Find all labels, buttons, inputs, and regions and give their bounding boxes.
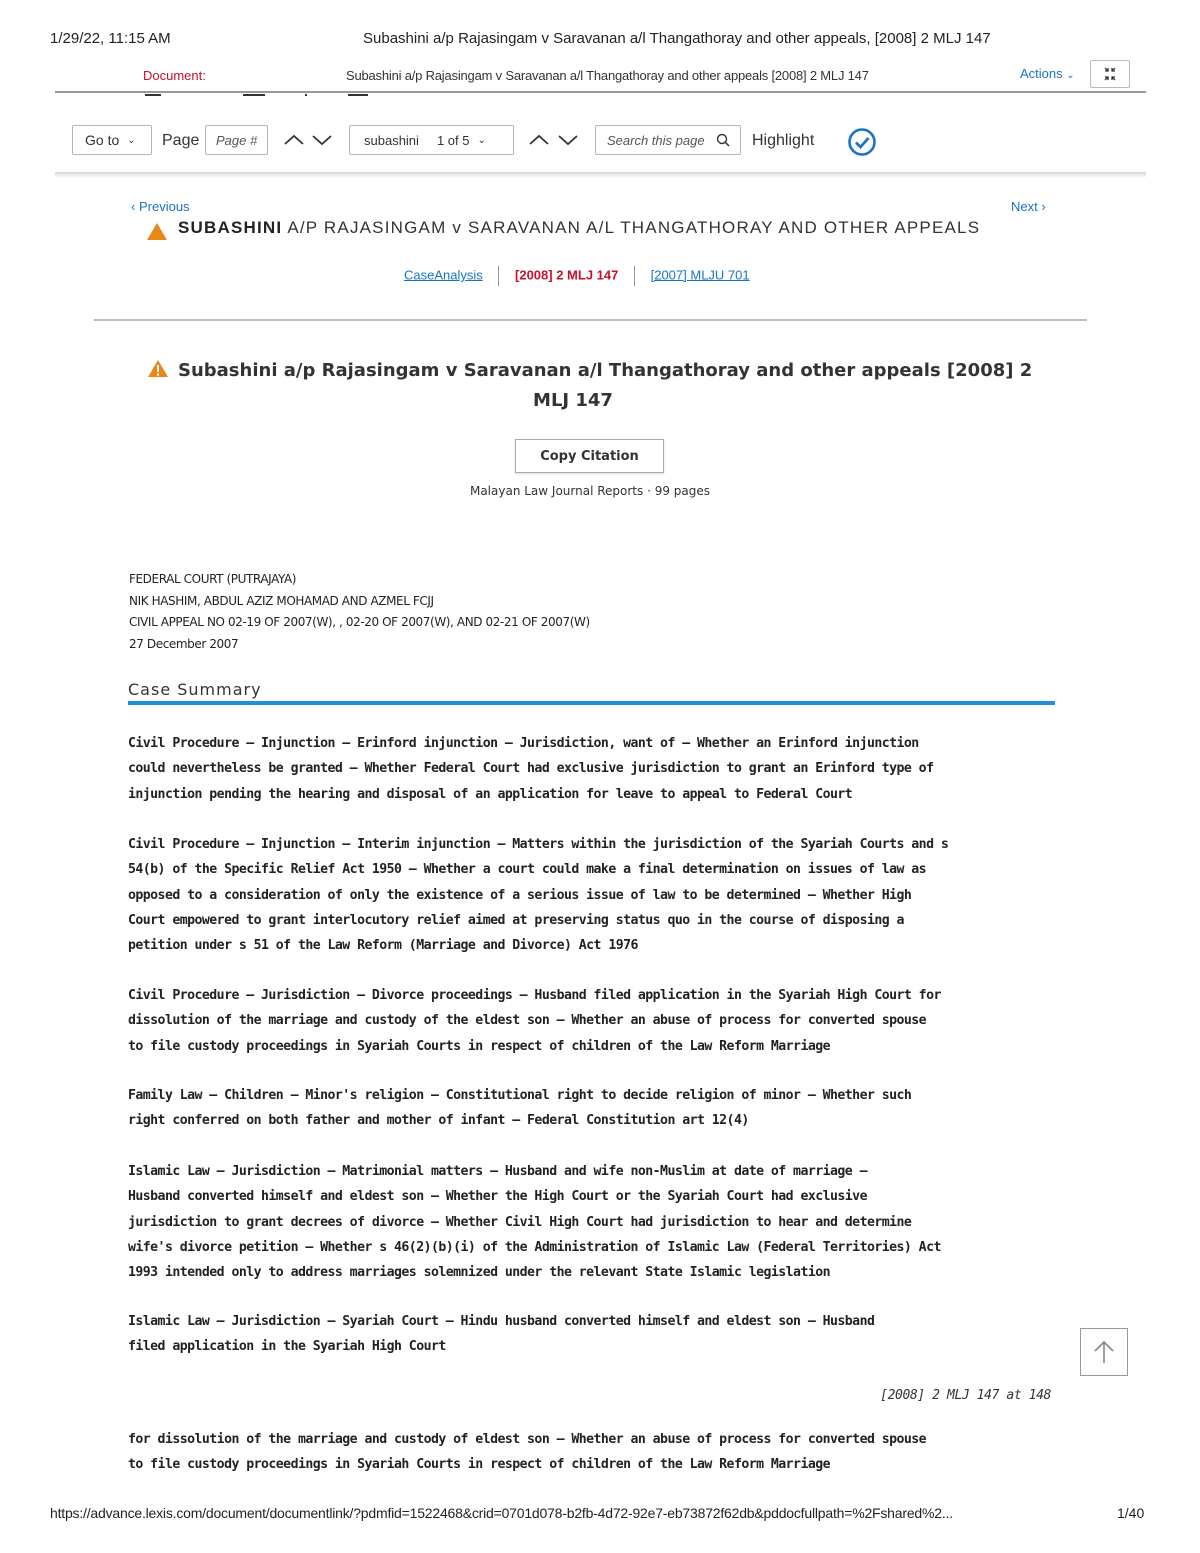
- current-citation: [2008] 2 MLJ 147: [515, 267, 619, 283]
- decision-date: 27 December 2007: [129, 637, 239, 651]
- summary-line: wife's divorce petition — Whether s 46(2)(b)(i) of the Administration of Islamic Law (Federal Territories) Act: [128, 1239, 941, 1255]
- summary-line: jurisdiction to grant decrees of divorce — Whether Civil High Court had jurisdiction to hear and determine: [128, 1214, 912, 1230]
- document-title-line1: Subashini a/p Rajasingam v Saravanan a/l Thangathoray and other appeals [2008] 2: [178, 360, 1033, 381]
- next-link[interactable]: [1011, 199, 1046, 214]
- summary-line: petition under s 51 of the Law Reform (Marriage and Divorce) Act 1976: [128, 938, 638, 954]
- summary-line: Civil Procedure — Injunction — Interim injunction — Matters within the jurisdiction of the Syariah Courts and s: [128, 837, 949, 852]
- search-term-value: subashini: [364, 132, 419, 148]
- summary-paragraph: [128, 983, 1058, 1059]
- page-reference: [2008] 2 MLJ 147 at 148: [880, 1388, 1051, 1403]
- summary-line: Islamic Law — Jurisdiction — Matrimonial matters — Husband and wife non-Muslim at date of marriage —: [128, 1164, 867, 1179]
- highlight-toggle[interactable]: [847, 127, 877, 162]
- summary-line: right conferred on both father and mother of infant — Federal Constitution art 12(4): [128, 1113, 749, 1129]
- collapse-button[interactable]: [1090, 60, 1130, 88]
- chevron-up-icon: [285, 136, 303, 144]
- case-summary-rule: [128, 701, 1055, 705]
- court-name: FEDERAL COURT (PUTRAJAYA): [129, 572, 297, 586]
- document-title: [178, 356, 1048, 416]
- mlju-citation-link[interactable]: [2007] MLJU 701: [650, 267, 750, 283]
- summary-line: Family Law — Children — Minor's religion — Constitutional right to decide religion of minor — Whether such: [128, 1088, 912, 1103]
- summary-line: Civil Procedure — Injunction — Erinford injunction — Jurisdiction, want of — Whether an Erinford injunction: [128, 736, 919, 751]
- page-number-placeholder: Page #: [216, 132, 258, 148]
- summary-line: could nevertheless be granted — Whether Federal Court had exclusive jurisdiction to grant an Erinford type of: [128, 761, 934, 777]
- document-label: Document:: [143, 68, 206, 83]
- chevron-left-icon: ‹: [131, 199, 136, 214]
- summary-line: Civil Procedure — Jurisdiction — Divorce proceedings — Husband filed application in the Syariah High Court for: [128, 988, 941, 1003]
- summary-line: to file custody proceedings in Syariah Courts in respect of children of the Law Reform Marriage: [128, 1457, 831, 1473]
- summary-paragraph: [128, 1083, 1058, 1134]
- search-page-input[interactable]: [595, 125, 741, 155]
- chevron-down-icon: ⌄: [477, 134, 486, 146]
- summary-line: 54(b) of the Specific Relief Act 1950 — Whether a court could make a final determination on issues of law as: [128, 862, 927, 878]
- document-name: Subashini a/p Rajasingam v Saravanan a/l Thangathoray and other appeals [2008] 2 MLJ 147: [346, 68, 869, 83]
- citation-links: [404, 266, 750, 286]
- continuation-paragraph: [128, 1427, 1058, 1478]
- warning-icon: [146, 222, 168, 246]
- case-heading-rest: A/P RAJASINGAM v SARAVANAN A/L THANGATHORAY AND OTHER APPEALS: [287, 218, 981, 237]
- previous-link[interactable]: [131, 199, 190, 214]
- summary-line: Islamic Law — Jurisdiction — Syariah Court — Hindu husband converted himself and eldest son — Husband: [128, 1314, 875, 1329]
- term-nav-arrows: [528, 132, 584, 153]
- check-circle-icon: [847, 127, 877, 157]
- summary-line: Husband converted himself and eldest son — Whether the High Court or the Syariah Court had exclusive: [128, 1189, 867, 1205]
- chevron-right-icon: ›: [1041, 199, 1046, 214]
- chevron-down-icon: [313, 136, 331, 144]
- actions-label: Actions: [1020, 66, 1063, 81]
- search-term-dropdown[interactable]: [349, 125, 514, 155]
- next-label: Next: [1011, 199, 1038, 214]
- judges: NIK HASHIM, ABDUL AZIZ MOHAMAD AND AZMEL FCJJ: [129, 594, 434, 608]
- previous-label: Previous: [138, 199, 190, 214]
- chevron-up-icon: [530, 136, 548, 144]
- summary-paragraph: [128, 1309, 1058, 1360]
- summary-line: dissolution of the marriage and custody of the eldest son — Whether an abuse of process for converted spouse: [128, 1013, 927, 1029]
- summary-paragraph: [128, 1159, 1058, 1285]
- case-heading: [178, 218, 980, 238]
- copy-citation-button[interactable]: Copy Citation: [515, 439, 664, 473]
- warning-icon: [147, 359, 169, 383]
- search-icon: [716, 133, 730, 147]
- summary-paragraph: [128, 731, 1058, 807]
- case-heading-bold: SUBASHINI: [178, 218, 283, 237]
- case-summary-heading: Case Summary: [128, 680, 262, 699]
- link-separator: [634, 266, 635, 286]
- footer-page-number: 1/40: [1117, 1505, 1145, 1521]
- link-separator: [498, 266, 499, 286]
- summary-line: Court empowered to grant interlocutory relief aimed at preserving status quo in the course of disposing a: [128, 912, 904, 928]
- page-label: Page: [162, 132, 200, 149]
- appeal-number: CIVIL APPEAL NO 02-19 OF 2007(W), , 02-20 OF 2007(W), AND 02-21 OF 2007(W): [129, 615, 590, 629]
- summary-line: filed application in the Syariah High Court: [128, 1339, 446, 1355]
- arrow-up-icon: [1092, 1339, 1116, 1365]
- summary-line: for dissolution of the marriage and custody of eldest son — Whether an abuse of process for converted spouse: [128, 1432, 927, 1447]
- section-divider: [94, 319, 1087, 321]
- summary-paragraph: [128, 832, 1058, 958]
- collapse-icon: [1102, 67, 1118, 81]
- page-nav-arrows: [283, 132, 339, 153]
- summary-line: injunction pending the hearing and disposal of an application for leave to appeal to Federal Court: [128, 786, 853, 802]
- summary-line: to file custody proceedings in Syariah Courts in respect of children of the Law Reform Marriage: [128, 1038, 831, 1054]
- print-datetime: 1/29/22, 11:15 AM: [50, 30, 171, 47]
- goto-label: Go to: [85, 132, 120, 148]
- page-number-input[interactable]: [205, 125, 268, 155]
- source-line: Malayan Law Journal Reports · 99 pages: [469, 484, 711, 498]
- summary-line: opposed to a consideration of only the existence of a serious issue of law to be determined — Whether High: [128, 887, 912, 903]
- back-to-top-button[interactable]: [1080, 1328, 1128, 1376]
- summary-line: 1993 intended only to address marriages solemnized under the relevant State Islamic legislation: [128, 1265, 831, 1281]
- highlight-label: Highlight: [752, 132, 815, 149]
- search-page-placeholder: Search this page: [607, 132, 705, 148]
- case-analysis-link[interactable]: CaseAnalysis: [404, 267, 483, 283]
- clipped-toolbar-fragment: [145, 91, 375, 97]
- search-term-count: 1 of 5: [436, 132, 470, 148]
- goto-dropdown[interactable]: [72, 125, 152, 155]
- footer-url: https://advance.lexis.com/document/documentlink/?pdmfid=1522468&crid=0701d078-b2fb-4d72-92e7-eb73872f62db&pddocfullpath=%2Fshared%2...: [50, 1505, 953, 1521]
- chevron-down-icon: ⌄: [1066, 70, 1075, 81]
- print-title: Subashini a/p Rajasingam v Saravanan a/l Thangathoray and other appeals, [2008] 2 MLJ 147: [363, 30, 991, 47]
- toolbar-shadow: [55, 172, 1146, 178]
- chevron-down-icon: ⌄: [127, 134, 136, 146]
- actions-menu[interactable]: [1020, 66, 1075, 81]
- chevron-down-icon: [559, 136, 577, 144]
- document-title-line2: MLJ 147: [533, 390, 613, 411]
